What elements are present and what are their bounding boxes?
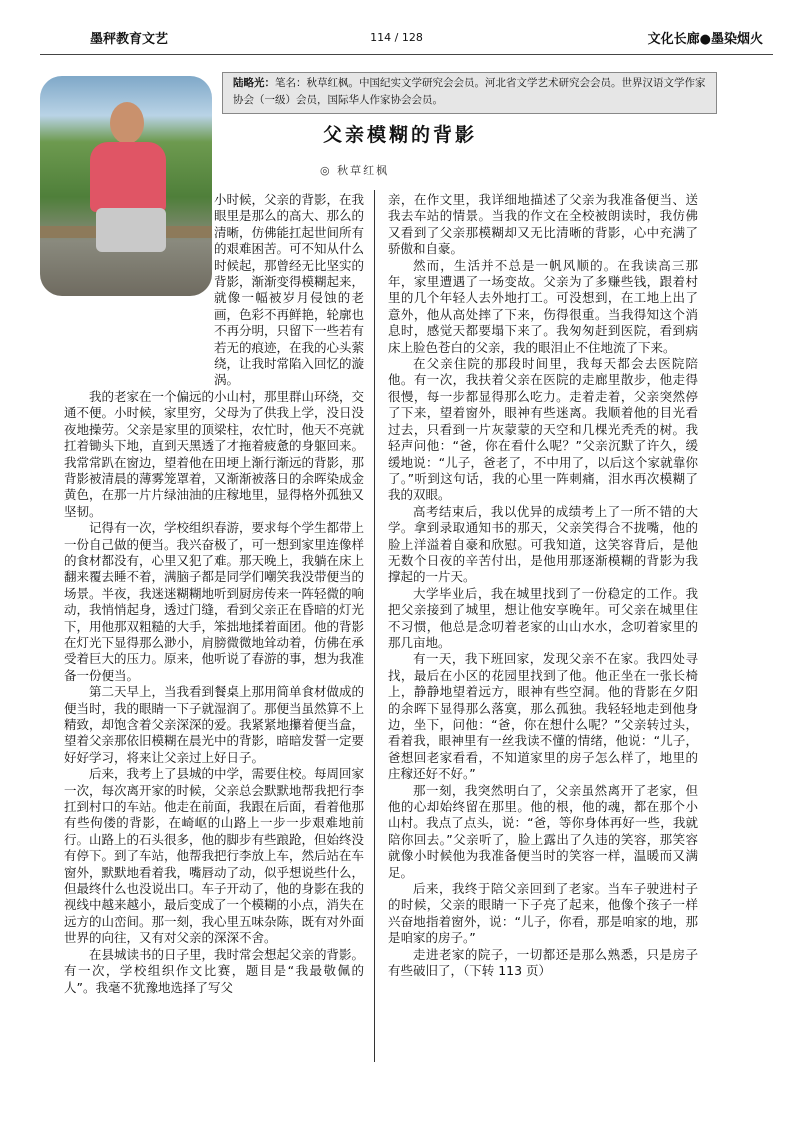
paragraph: 在父亲住院的那段时间里，我每天都会去医院陪他。有一次，我扶着父亲在医院的走廊里散步，他走得很慢，每一步都显得那么吃力。走着走着，父亲突然停了下来，望着窗外，眼神有些迷离。我顺着他的目光看过去，只看到一片灰蒙蒙的天空和几棵光秃秃的树。我轻声问他：“爸，你在看什么呢？”父亲沉默了许久，缓缓地说：“儿子，爸老了，不中用了，以后这个家就靠你了。”听到这句话，我的心里一阵刺痛，泪水再次模糊了我的双眼。 — [388, 356, 698, 503]
header-right-title: 文化长廊●墨染烟火 — [647, 32, 763, 47]
paragraph: 小时候，父亲的背影，在我眼里是那么的高大、那么的清晰，仿佛能扛起世间所有的艰难困苦。可不知从什么时候起，那曾经无比坚实的背影，渐渐变得模糊起来，就像一幅被岁月侵蚀的老画，色彩不再鲜艳，轮廓也不再分明，只留下一些若有若无的痕迹，在我的心头萦绕，让我时常陷入回忆的漩涡。 — [214, 192, 365, 388]
article-title: 父亲模糊的背影 — [322, 124, 477, 146]
paragraph: 走进老家的院子，一切都还是那么熟悉，只是房子有些破旧了，（下转 113 页） — [388, 946, 698, 979]
article-left-column — [64, 192, 364, 996]
header-divider — [40, 54, 773, 55]
paragraph: 在县城读书的日子里，我时常会想起父亲的背影。有一次，学校组织作文比赛，题目是“我最敬佩的人”。我毫不犹豫地选择了写父 — [64, 946, 365, 995]
header-left-title: 墨秤教育文艺 — [90, 32, 169, 47]
author-bio-box — [222, 72, 717, 114]
paragraph: 我的老家在一个偏远的小山村，那里群山环绕，交通不便。小时候，家里穷，父母为了供我上学，没日没夜地操劳。父亲是家里的顶梁柱，农忙时，他天不亮就扛着锄头下地，直到天黑透了才拖着疲惫的身躯回来。我常常趴在窗边，望着他在田埂上渐行渐远的背影，那背影被清晨的薄雾笼罩着，又渐渐被落日的余晖染成金黄色，在那一片片绿油油的庄稼地里，显得格外孤独又坚韧。 — [64, 388, 365, 519]
paragraph: 后来，我考上了县城的中学，需要住校。每周回家一次，每次离开家的时候，父亲总会默默地帮我把行李扛到村口的车站。他走在前面，我跟在后面，看着他那有些佝偻的背影，在崎岖的山路上一步一步艰难地前行。山路上的石头很多，他的脚步有些踉跄，但始终没有停下。到了车站，他帮我把行李放上车，然后站在车窗外，默默地看着我，嘴唇动了动，似乎想说些什么，但最终什么也没说出口。车子开动了，他的身影在我的视线中越来越小，最后变成了一个模糊的小点，消失在远方的山峦间。那一刻，我心里五味杂陈，既有对外面世界的向往，又有对父亲的深深不舍。 — [64, 766, 365, 946]
column-separator — [374, 190, 375, 1062]
paragraph: 大学毕业后，我在城里找到了一份稳定的工作。我把父亲接到了城里，想让他安享晚年。可父亲在城里住不习惯，他总是念叨着老家的山山水水，念叨着家里的那几亩地。 — [388, 585, 698, 650]
article-right-column — [388, 192, 698, 980]
paragraph: 亲，在作文里，我详细地描述了父亲为我准备便当、送我去车站的情景。当我的作文在全校被朗读时，我仿佛又看到了父亲那模糊却又无比清晰的背影，心中充满了骄傲和自豪。 — [388, 192, 698, 257]
author-name: 陆略光： — [233, 77, 275, 89]
page-number: 114 / 128 — [370, 31, 423, 44]
paragraph: 然而，生活并不总是一帆风顺的。在我读高三那年，家里遭遇了一场变故。父亲为了多赚些钱，跟着村里的几个年轻人去外地打工。可没想到，在工地上出了意外，他从高处摔了下来，伤得很重。当我得知这个消息时，感觉天都要塌下来了。我匆匆赶到医院，看到病床上脸色苍白的父亲，我的眼泪止不住地流了下来。 — [388, 257, 698, 355]
paragraph: 高考结束后，我以优异的成绩考上了一所不错的大学。拿到录取通知书的那天，父亲笑得合不拢嘴，他的脸上洋溢着自豪和欣慰。可我知道，这笑容背后，是他无数个日夜的辛苦付出，是他用那逐渐模糊的背影为我撑起的一片天。 — [388, 503, 698, 585]
photo-person-head — [110, 102, 144, 144]
author-bio-text: 笔名：秋草红枫。中国纪实文学研究会会员。河北省文学艺术研究会会员。世界汉语文学作家协会（一级）会员，国际华人作家协会会员。 — [233, 77, 706, 106]
paragraph: 有一天，我下班回家，发现父亲不在家。我四处寻找，最后在小区的花园里找到了他。他正坐在一张长椅上，静静地望着远方，眼神有些空洞。他的背影在夕阳的余晖下显得那么落寞，那么孤独。我轻轻地走到他身边，坐下，问他：“爸，你在想什么呢？”父亲转过头，看着我，眼神里有一丝我读不懂的情绪，他说：“儿子，爸想回老家看看，不知道家里的房子怎么样了，地里的庄稼还好不好。” — [388, 651, 698, 782]
paragraph: 记得有一次，学校组织春游，要求每个学生都带上一份自己做的便当。我兴奋极了，可一想到家里连像样的食材都没有，心里又犯了难。那天晚上，我躺在床上翻来覆去睡不着，满脑子都是同学们嘲笑我没带便当的场景。半夜，我迷迷糊糊地听到厨房传来一阵轻微的响动，我悄悄起身，透过门缝，看到父亲正在昏暗的灯光下，用他那双粗糙的大手，笨拙地揉着面团。他的背影在灯光下显得那么渺小，肩膀微微地耸动着，仿佛在承受着巨大的压力。原来，他听说了春游的事，想为我准备一份便当。 — [64, 520, 365, 683]
paragraph: 后来，我终于陪父亲回到了老家。当车子驶进村子的时候，父亲的眼睛一下子亮了起来，他像个孩子一样兴奋地指着窗外，说：“儿子，你看，那是咱家的地，那是咱家的房子。” — [388, 881, 698, 946]
article-byline: ◎ 秋草红枫 — [320, 164, 390, 177]
paragraph: 那一刻，我突然明白了，父亲虽然离开了老家，但他的心却始终留在那里。他的根，他的魂，都在那个小山村。我点了点头，说：“爸，等你身体再好一些，我就陪你回去。”父亲听了，脸上露出了久违的笑容，那笑容就像小时候他为我准备便当时的笑容一样，温暖而又满足。 — [388, 782, 698, 880]
paragraph: 第二天早上，当我看到餐桌上那用简单食材做成的便当时，我的眼睛一下子就湿润了。那便当虽然算不上精致，却饱含着父亲深深的爱。我紧紧地攥着便当盒，望着父亲那依旧模糊在晨光中的背影，暗暗发誓一定要好好学习，将来让父亲过上好日子。 — [64, 684, 365, 765]
